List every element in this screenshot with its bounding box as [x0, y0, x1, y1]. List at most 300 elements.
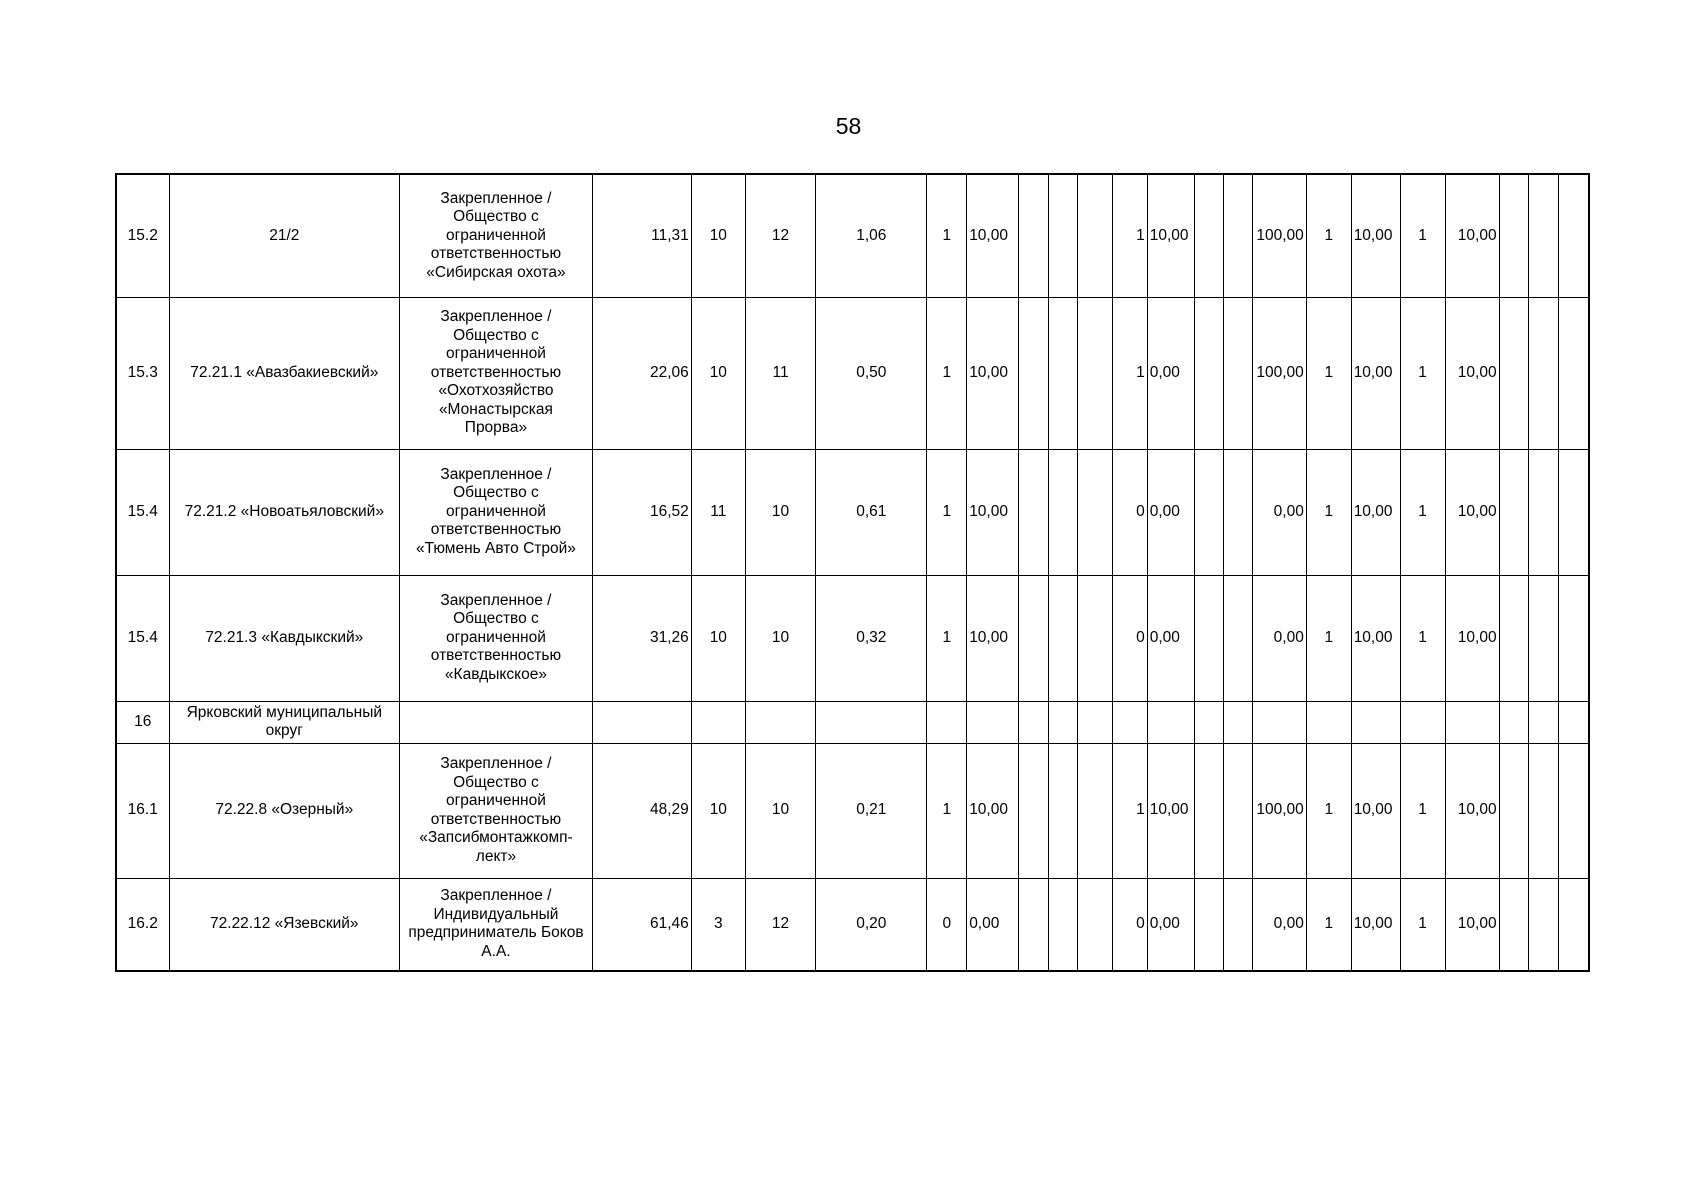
cell-text: 1	[1324, 363, 1334, 381]
cell-text: 10,00	[1353, 502, 1393, 520]
cell-text: 10,00	[1457, 915, 1497, 932]
cell-text: 10	[771, 801, 790, 819]
cell-c24	[1558, 174, 1589, 297]
table-row	[116, 174, 1589, 297]
cell-c15	[1194, 743, 1224, 878]
cell-c14	[1147, 297, 1194, 449]
cell-c7	[816, 701, 927, 743]
cell-c14	[1147, 701, 1194, 743]
cell-c24	[1558, 575, 1589, 701]
cell-text: 10	[709, 801, 727, 819]
cell-text: 61,46	[649, 915, 689, 932]
cell-text: 48,29	[649, 801, 689, 819]
status-line: Закрепленное /	[440, 189, 552, 207]
cell-text: 0,21	[856, 801, 887, 819]
cell-text: 72.22.8 «Озерный»	[215, 801, 354, 819]
status-line: Закрепленное /	[440, 591, 552, 609]
cell-c6	[745, 449, 815, 575]
status-line: ограниченной	[446, 628, 546, 646]
cell-c7	[816, 878, 927, 971]
status-line: ответственностью	[430, 810, 562, 828]
status-line: Закрепленное /	[440, 755, 552, 772]
cell-text: 10	[709, 363, 727, 381]
cell-text: 10,00	[1353, 628, 1393, 646]
cell-text: 11	[710, 502, 727, 520]
cell-name	[169, 878, 400, 971]
cell-c6	[745, 743, 815, 878]
cell-text: 0,00	[969, 915, 1000, 932]
status-line: «Тюмень Авто Строй»	[415, 539, 576, 557]
cell-text: 22,06	[649, 363, 689, 381]
cell-text: 15.3	[127, 363, 158, 381]
cell-c11	[1048, 449, 1078, 575]
cell-text: 72.21.1 «Авазбакиевский»	[190, 363, 379, 381]
cell-c19	[1351, 174, 1400, 297]
cell-text: 10,00	[969, 226, 1008, 244]
cell-c20	[1400, 297, 1445, 449]
cell-text: 10,00	[1457, 363, 1497, 381]
cell-c23	[1529, 878, 1559, 971]
cell-text: 15.4	[127, 502, 158, 520]
cell-c8	[927, 743, 967, 878]
cell-text: Ярковский муниципальный округ	[186, 703, 383, 739]
cell-c5	[691, 449, 745, 575]
cell-area	[592, 743, 691, 878]
cell-name	[169, 449, 400, 575]
cell-text: 11,31	[651, 226, 689, 244]
cell-text: 0	[1136, 915, 1145, 932]
cell-c24	[1558, 449, 1589, 575]
cell-text: 0,00	[1149, 502, 1180, 520]
status-line: Прорва»	[464, 419, 528, 437]
cell-text: 15.2	[127, 226, 158, 244]
status-line: Общество с	[453, 208, 539, 225]
cell-c23	[1529, 575, 1559, 701]
cell-c11	[1048, 701, 1078, 743]
cell-c11	[1048, 575, 1078, 701]
cell-c24	[1558, 701, 1589, 743]
cell-c7	[816, 575, 927, 701]
cell-c18	[1306, 743, 1351, 878]
cell-area	[592, 297, 691, 449]
status-line: «Запсибмонтажкомп-	[419, 829, 573, 846]
cell-c15	[1194, 449, 1224, 575]
cell-c13	[1113, 449, 1148, 575]
cell-c5	[691, 297, 745, 449]
cell-text: 15.4	[127, 628, 158, 646]
cell-area	[592, 878, 691, 971]
cell-text: 10	[771, 628, 790, 646]
cell-text: 0,00	[1273, 502, 1304, 520]
cell-c14	[1147, 449, 1194, 575]
cell-text: 10,00	[1457, 502, 1497, 520]
cell-c21	[1445, 449, 1499, 575]
status-line: Закрепленное /	[440, 465, 552, 483]
cell-c18	[1306, 297, 1351, 449]
cell-name	[169, 743, 400, 878]
cell-text: 12	[771, 915, 790, 932]
cell-c11	[1048, 878, 1078, 971]
cell-c9	[967, 575, 1019, 701]
cell-text: 0,50	[856, 363, 887, 381]
status-line: предприниматель Боков	[408, 924, 584, 942]
cell-text: 10	[709, 226, 727, 244]
cell-name	[169, 575, 400, 701]
cell-c9	[967, 878, 1019, 971]
cell-c10	[1019, 878, 1049, 971]
cell-text: 10,00	[1353, 363, 1393, 381]
cell-c7	[816, 743, 927, 878]
cell-status	[400, 575, 593, 701]
cell-c18	[1306, 449, 1351, 575]
status-line: Общество с	[453, 610, 539, 628]
cell-c7	[816, 174, 927, 297]
cell-c21	[1445, 174, 1499, 297]
cell-text: 100,00	[1256, 801, 1304, 819]
table-row	[116, 297, 1589, 449]
cell-c9	[967, 174, 1019, 297]
cell-c21	[1445, 575, 1499, 701]
status-line: ограниченной	[446, 345, 546, 363]
cell-text: 1	[942, 628, 952, 646]
cell-text: 10,00	[1353, 226, 1393, 244]
cell-c21	[1445, 297, 1499, 449]
cell-c12	[1078, 449, 1113, 575]
status-line: Общество с	[453, 484, 539, 502]
cell-c22	[1499, 878, 1529, 971]
cell-c24	[1558, 878, 1589, 971]
status-line: Общество с	[453, 773, 539, 791]
cell-c7	[816, 449, 927, 575]
status-line: «Сибирская охота»	[426, 263, 566, 281]
cell-text: 72.21.2 «Новоатьяловский»	[184, 502, 384, 520]
cell-c9	[967, 449, 1019, 575]
cell-text: 0,61	[856, 502, 887, 520]
cell-area	[592, 575, 691, 701]
cell-text: 10,00	[1149, 226, 1189, 244]
status-line: ответственностью	[430, 521, 562, 539]
cell-text: 3	[714, 915, 723, 932]
status-line: Общество с	[453, 326, 539, 344]
cell-area	[592, 701, 691, 743]
cell-c23	[1529, 743, 1559, 878]
cell-c17	[1252, 701, 1306, 743]
table-row	[116, 878, 1589, 971]
status-line: ответственностью	[430, 363, 562, 381]
cell-c24	[1558, 743, 1589, 878]
cell-c10	[1019, 174, 1049, 297]
cell-text: 16	[134, 712, 152, 730]
cell-c12	[1078, 743, 1113, 878]
cell-c19	[1351, 701, 1400, 743]
cell-text: 1	[942, 363, 952, 381]
cell-c6	[745, 297, 815, 449]
status-line: ограниченной	[446, 502, 546, 520]
cell-no	[116, 449, 169, 575]
cell-text: 1	[1418, 915, 1427, 932]
status-line: ограниченной	[446, 226, 546, 244]
table-row	[116, 575, 1589, 701]
cell-c12	[1078, 575, 1113, 701]
cell-no	[116, 743, 169, 878]
cell-c20	[1400, 575, 1445, 701]
cell-text: 1	[1324, 628, 1334, 646]
cell-status	[400, 297, 593, 449]
cell-text: 12	[771, 226, 790, 244]
cell-text: 21/2	[269, 226, 300, 244]
status-line: «Монастырская	[438, 400, 553, 418]
cell-c8	[927, 575, 967, 701]
cell-c6	[745, 575, 815, 701]
cell-c5	[691, 701, 745, 743]
cell-text: 1	[942, 226, 952, 244]
status-line: Закрепленное /	[440, 887, 552, 905]
cell-text: 0,00	[1149, 628, 1180, 646]
cell-c10	[1019, 575, 1049, 701]
cell-c13	[1113, 297, 1148, 449]
cell-text: 10,00	[1353, 801, 1393, 819]
cell-c5	[691, 878, 745, 971]
cell-no	[116, 575, 169, 701]
cell-c5	[691, 743, 745, 878]
cell-text: 16.2	[127, 915, 158, 932]
cell-text: 1	[1324, 915, 1334, 932]
cell-text: 1	[1136, 226, 1145, 244]
cell-c20	[1400, 449, 1445, 575]
cell-text: 10,00	[969, 628, 1008, 646]
table-row	[116, 449, 1589, 575]
cell-status	[400, 701, 593, 743]
status-line: А.А.	[481, 942, 511, 960]
cell-c23	[1529, 174, 1559, 297]
cell-name	[169, 174, 400, 297]
cell-c23	[1529, 701, 1559, 743]
cell-c22	[1499, 743, 1529, 878]
cell-c13	[1113, 878, 1148, 971]
cell-text: 10,00	[1149, 801, 1189, 819]
hunting-grounds-table	[115, 173, 1590, 972]
cell-c17	[1252, 575, 1306, 701]
cell-c20	[1400, 701, 1445, 743]
cell-c19	[1351, 449, 1400, 575]
cell-c16	[1224, 449, 1253, 575]
table-body	[116, 174, 1589, 971]
cell-text: 1	[1136, 363, 1145, 381]
cell-text: 10,00	[969, 502, 1008, 520]
cell-text: 72.21.3 «Кавдыкский»	[205, 628, 364, 646]
cell-text: 10,00	[1457, 801, 1497, 819]
cell-c21	[1445, 878, 1499, 971]
cell-c14	[1147, 878, 1194, 971]
cell-c17	[1252, 449, 1306, 575]
cell-text: 31,26	[649, 628, 689, 646]
cell-c16	[1224, 701, 1253, 743]
cell-c8	[927, 297, 967, 449]
cell-c22	[1499, 575, 1529, 701]
cell-text: 0	[1136, 502, 1145, 520]
cell-c12	[1078, 174, 1113, 297]
cell-c9	[967, 701, 1019, 743]
cell-text: 1	[942, 801, 952, 819]
cell-text: 1	[1136, 801, 1145, 819]
cell-text: 0	[1136, 628, 1145, 646]
cell-c9	[967, 297, 1019, 449]
cell-c20	[1400, 878, 1445, 971]
cell-c19	[1351, 878, 1400, 971]
cell-text: 16,52	[649, 502, 689, 520]
cell-c13	[1113, 743, 1148, 878]
cell-text: 1	[1324, 502, 1334, 520]
status-line: «Охотхозяйство	[438, 382, 554, 400]
cell-c19	[1351, 743, 1400, 878]
cell-c15	[1194, 575, 1224, 701]
cell-c17	[1252, 297, 1306, 449]
cell-c16	[1224, 878, 1253, 971]
cell-c17	[1252, 174, 1306, 297]
cell-status	[400, 743, 593, 878]
cell-text: 16.1	[127, 801, 158, 819]
cell-c11	[1048, 297, 1078, 449]
cell-text: 72.22.12 «Язевский»	[210, 915, 359, 932]
cell-c22	[1499, 449, 1529, 575]
cell-c10	[1019, 297, 1049, 449]
cell-no	[116, 878, 169, 971]
status-line: Закрепленное /	[440, 308, 552, 326]
cell-text: 0,20	[856, 915, 887, 932]
cell-text: 10,00	[1457, 628, 1497, 646]
cell-c14	[1147, 575, 1194, 701]
table-row	[116, 701, 1589, 743]
cell-c18	[1306, 174, 1351, 297]
cell-text: 1	[1324, 801, 1334, 819]
table-row	[116, 743, 1589, 878]
cell-text: 0,00	[1149, 915, 1180, 932]
cell-c20	[1400, 743, 1445, 878]
cell-c10	[1019, 449, 1049, 575]
cell-no	[116, 701, 169, 743]
cell-status	[400, 174, 593, 297]
cell-c23	[1529, 297, 1559, 449]
status-line: «Кавдыкское»	[444, 665, 547, 683]
cell-c12	[1078, 297, 1113, 449]
cell-c5	[691, 575, 745, 701]
status-line: Индивидуальный	[433, 905, 559, 923]
cell-c12	[1078, 878, 1113, 971]
cell-c13	[1113, 174, 1148, 297]
cell-name	[169, 701, 400, 743]
cell-c14	[1147, 743, 1194, 878]
cell-text: 0,00	[1273, 628, 1304, 646]
cell-c24	[1558, 297, 1589, 449]
cell-c14	[1147, 174, 1194, 297]
cell-text: 1	[1418, 801, 1427, 819]
cell-c15	[1194, 297, 1224, 449]
cell-c13	[1113, 701, 1148, 743]
cell-no	[116, 297, 169, 449]
cell-text: 1	[1418, 502, 1427, 520]
cell-c16	[1224, 743, 1253, 878]
cell-text: 1,06	[856, 226, 887, 244]
status-line: ответственностью	[430, 245, 562, 262]
cell-c18	[1306, 701, 1351, 743]
cell-text: 11	[772, 363, 789, 381]
cell-text: 1	[1324, 226, 1334, 244]
cell-text: 10	[771, 502, 790, 520]
cell-text: 100,00	[1256, 363, 1304, 381]
cell-text: 10	[709, 628, 727, 646]
cell-c10	[1019, 701, 1049, 743]
cell-c11	[1048, 743, 1078, 878]
cell-text: 0,00	[1273, 915, 1304, 932]
cell-c5	[691, 174, 745, 297]
cell-c8	[927, 174, 967, 297]
cell-c23	[1529, 449, 1559, 575]
cell-c15	[1194, 174, 1224, 297]
cell-status	[400, 878, 593, 971]
cell-c17	[1252, 743, 1306, 878]
cell-c22	[1499, 297, 1529, 449]
cell-c7	[816, 297, 927, 449]
cell-c12	[1078, 701, 1113, 743]
cell-c19	[1351, 575, 1400, 701]
cell-c8	[927, 878, 967, 971]
cell-c16	[1224, 575, 1253, 701]
cell-c15	[1194, 701, 1224, 743]
cell-c22	[1499, 174, 1529, 297]
cell-text: 1	[1418, 226, 1427, 244]
cell-status	[400, 449, 593, 575]
cell-text: 10,00	[1353, 915, 1393, 932]
cell-no	[116, 174, 169, 297]
cell-text: 10,00	[1457, 226, 1497, 244]
cell-c6	[745, 878, 815, 971]
cell-c22	[1499, 701, 1529, 743]
cell-text: 1	[1418, 628, 1427, 646]
cell-c17	[1252, 878, 1306, 971]
cell-text: 0,00	[1149, 363, 1180, 381]
cell-c10	[1019, 743, 1049, 878]
cell-text: 100,00	[1256, 226, 1304, 244]
cell-c8	[927, 701, 967, 743]
cell-c20	[1400, 174, 1445, 297]
status-line: лект»	[475, 847, 517, 865]
cell-c21	[1445, 701, 1499, 743]
cell-c19	[1351, 297, 1400, 449]
page-number: 58	[835, 113, 862, 139]
cell-text: 10,00	[969, 801, 1008, 819]
status-line: ответственностью	[430, 647, 562, 665]
cell-area	[592, 449, 691, 575]
cell-c18	[1306, 575, 1351, 701]
cell-c18	[1306, 878, 1351, 971]
cell-c11	[1048, 174, 1078, 297]
cell-text: 1	[942, 502, 952, 520]
cell-c6	[745, 174, 815, 297]
cell-c16	[1224, 297, 1253, 449]
cell-c15	[1194, 878, 1224, 971]
status-line: ограниченной	[446, 792, 546, 809]
cell-text: 0	[942, 915, 952, 932]
cell-text: 1	[1418, 363, 1427, 381]
cell-c13	[1113, 575, 1148, 701]
cell-c9	[967, 743, 1019, 878]
cell-text: 10,00	[969, 363, 1008, 381]
cell-area	[592, 174, 691, 297]
cell-name	[169, 297, 400, 449]
cell-c16	[1224, 174, 1253, 297]
cell-text: 0,32	[856, 628, 887, 646]
cell-c6	[745, 701, 815, 743]
